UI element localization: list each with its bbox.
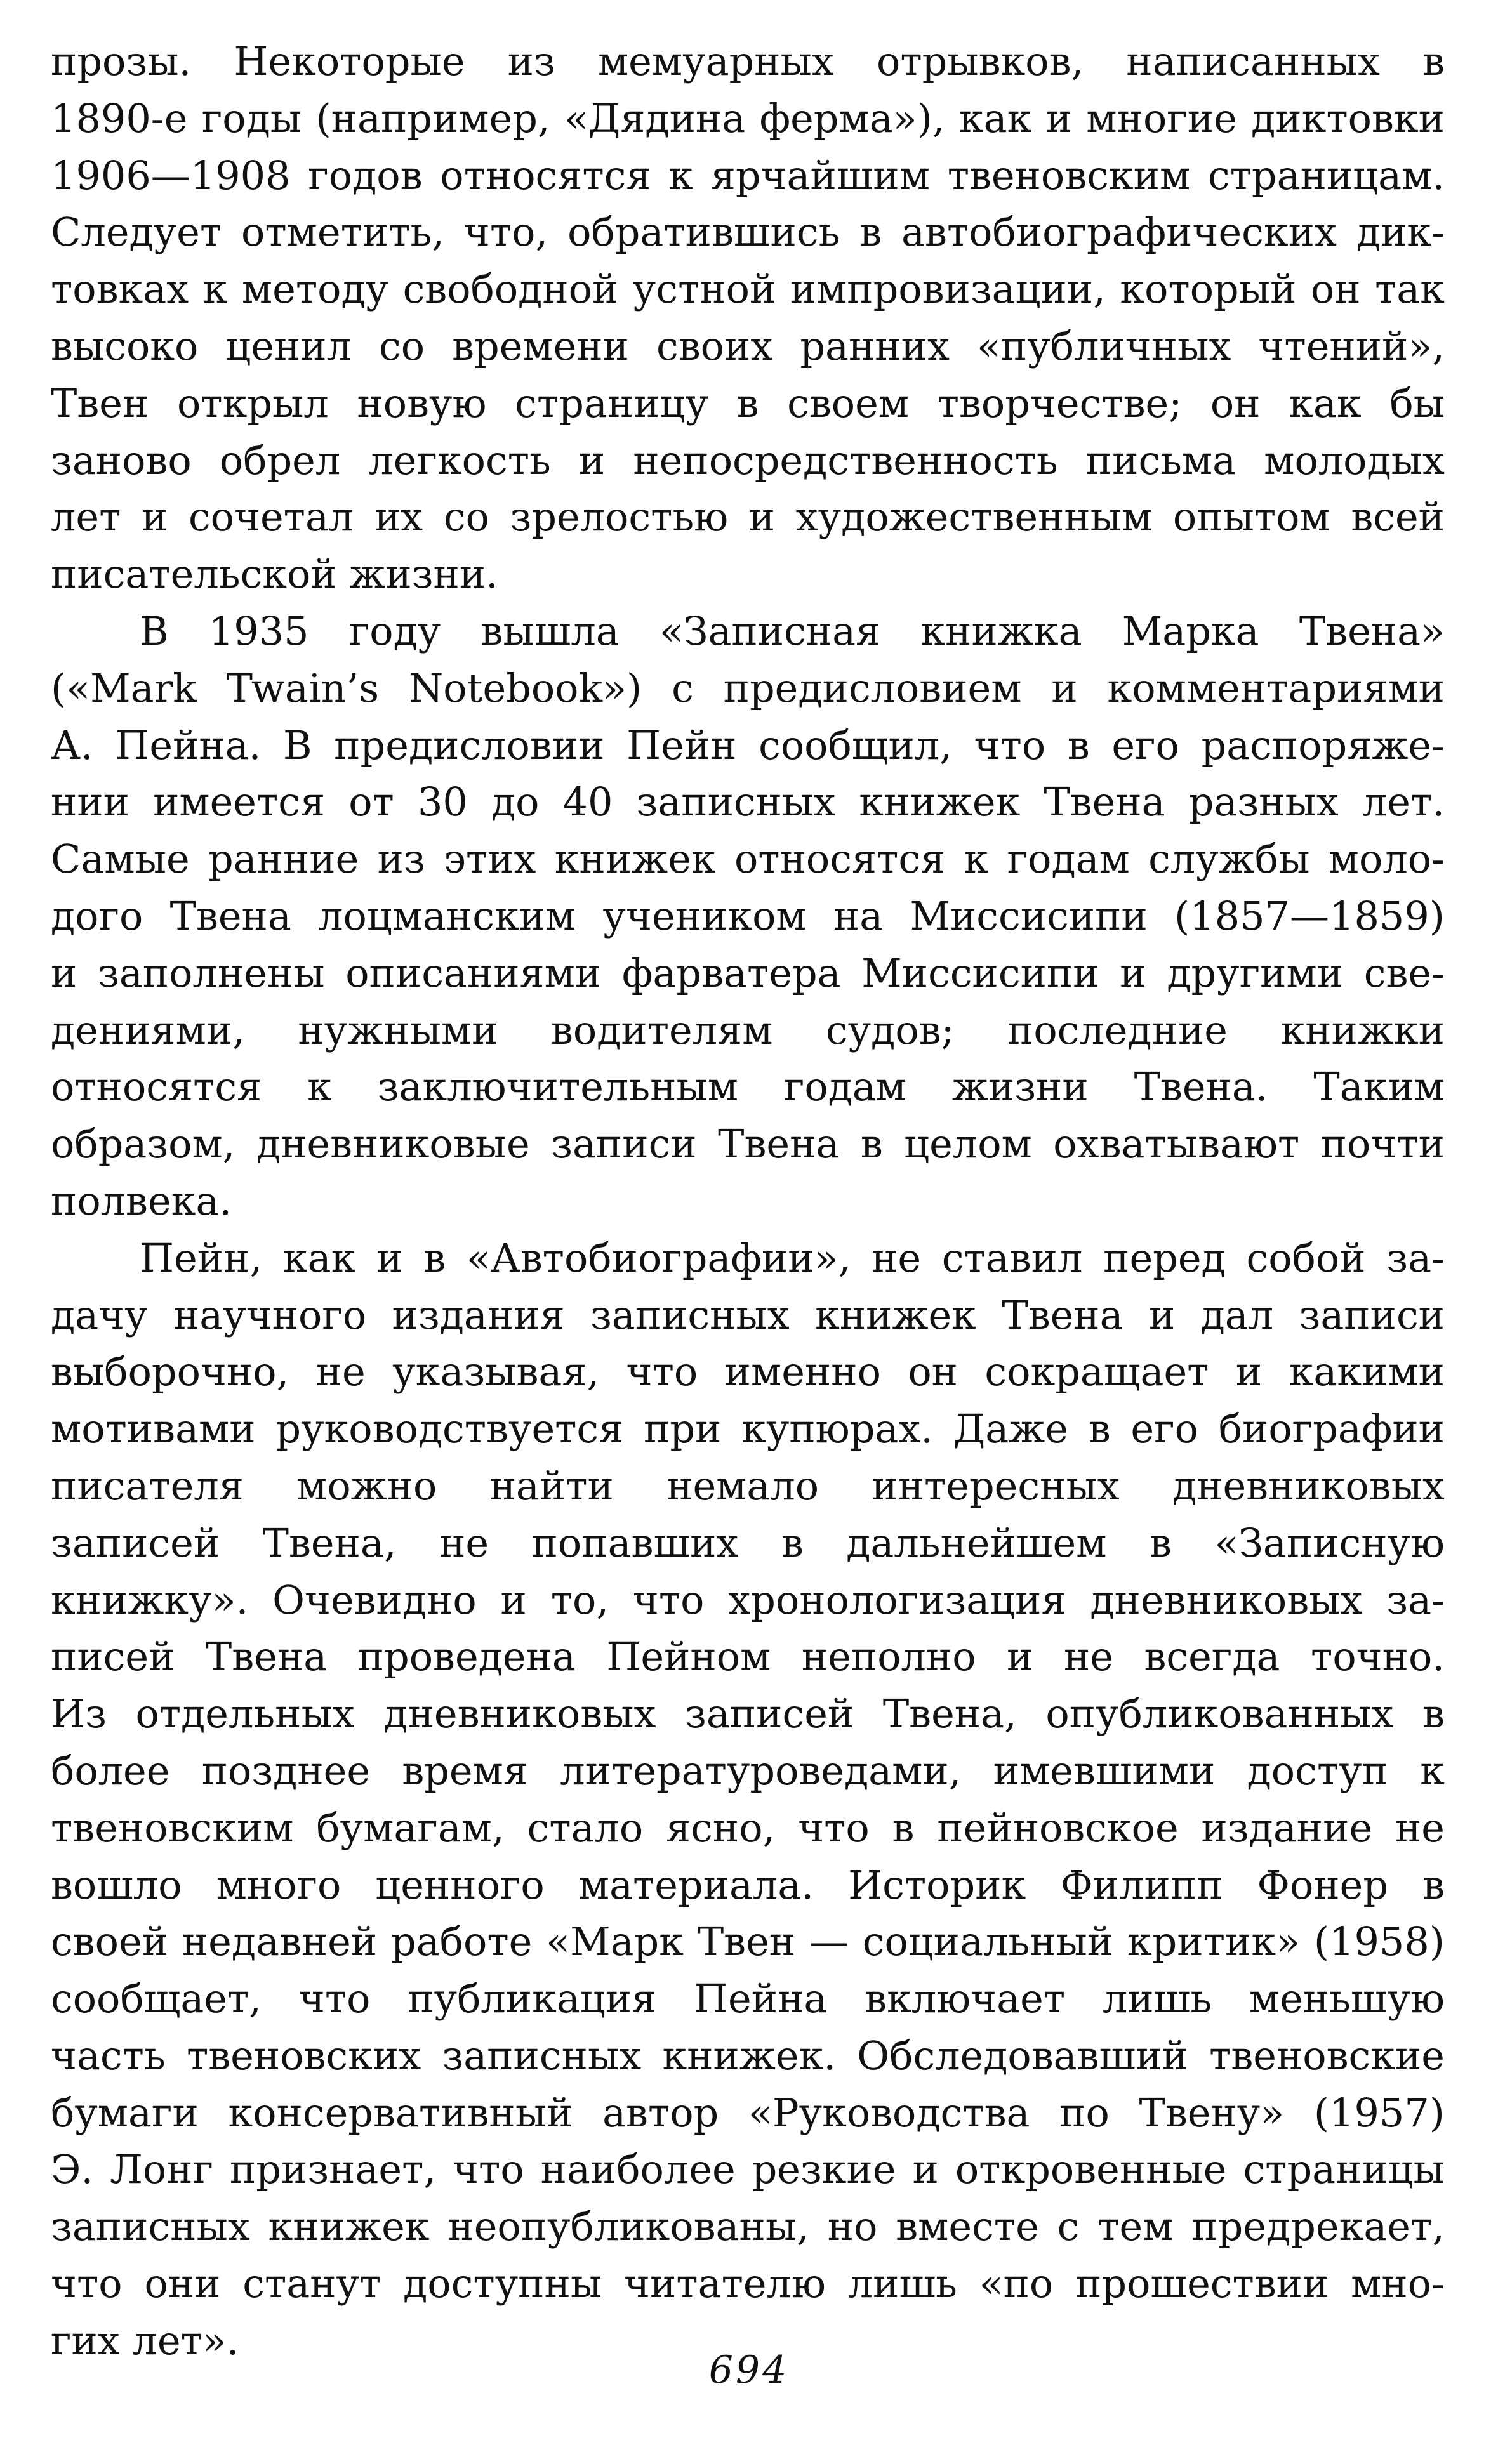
page-number: 694 (708, 2348, 790, 2392)
paragraph-3 (51, 1230, 1445, 2369)
text-line: писательской жизни. (51, 551, 498, 598)
text-line: товках к методу свободной устной импровизации, который он так (51, 266, 1445, 313)
paragraph-1 (51, 33, 1445, 603)
text-line: книжку». Очевидно и то, что хронологизация дневниковых за- (51, 1576, 1445, 1623)
text-line: Из отдельных дневниковых записей Твена, опубликованных в (51, 1690, 1445, 1737)
text-line: бумаги консервативный автор «Руководства по Твену» (1957) (51, 2089, 1445, 2136)
text-line: более позднее время литературоведами, имевшими доступ к (51, 1747, 1445, 1794)
text-line: заново обрел легкость и непосредственность письма молодых (51, 437, 1445, 484)
text-line: Следует отметить, что, обратившись в автобиографических дик- (51, 209, 1445, 256)
text-line: Э. Лонг признает, что наиболее резкие и откровенные страницы (51, 2146, 1445, 2193)
text-line: 1890-е годы (например, «Дядина ферма»), как и многие диктовки (51, 95, 1445, 142)
paragraph-2 (51, 603, 1445, 1230)
text-line: своей недавней работе «Марк Твен — социальный критик» (1958) (51, 1918, 1445, 1965)
text-line: («Mark Twain’s Notebook») с предисловием и комментариями (51, 664, 1445, 711)
text-line: высоко ценил со времени своих ранних «публичных чтений», (51, 322, 1445, 369)
text-line: относятся к заключительным годам жизни Твена. Таким (51, 1064, 1445, 1110)
text-line: писей Твена проведена Пейном неполно и не всегда точно. (51, 1633, 1445, 1680)
text-line: вошло много ценного материала. Историк Филипп Фонер в (51, 1861, 1445, 1908)
text-line: Пейн, как и в «Автобиографии», не ставил перед собой за- (140, 1234, 1445, 1281)
text-line: В 1935 году вышла «Записная книжка Марка Твена» (140, 607, 1445, 654)
text-line: 1906—1908 годов относятся к ярчайшим твеновским страницам. (51, 152, 1445, 199)
text-line: нии имеется от 30 до 40 записных книжек Твена разных лет. (51, 779, 1445, 826)
text-line: Твен открыл новую страницу в своем творчестве; он как бы (51, 379, 1445, 426)
page-body (51, 33, 1445, 2369)
text-line: Самые ранние из этих книжек относятся к годам службы моло- (51, 836, 1445, 883)
text-line: выборочно, не указывая, что именно он сокращает и какими (51, 1348, 1445, 1395)
text-line: лет и сочетал их со зрелостью и художественным опытом всей (51, 494, 1445, 541)
text-line: дачу научного издания записных книжек Твена и дал записи (51, 1291, 1445, 1338)
text-line: прозы. Некоторые из мемуарных отрывков, написанных в (51, 38, 1445, 84)
text-line: гих лет». (51, 2317, 239, 2364)
text-line: записных книжек неопубликованы, но вместе с тем предрекает, (51, 2203, 1445, 2250)
text-line: сообщает, что публикация Пейна включает лишь меньшую (51, 1975, 1445, 2022)
text-line: А. Пейна. В предисловии Пейн сообщил, что в его распоряже- (51, 721, 1445, 768)
text-line: записей Твена, не попавших в дальнейшем в «Записную (51, 1519, 1445, 1566)
text-line: и заполнены описаниями фарватера Миссисипи и другими све- (51, 949, 1445, 996)
text-line: образом, дневниковые записи Твена в целом охватывают почти (51, 1121, 1445, 1168)
text-line: что они станут доступны читателю лишь «по прошествии мно- (51, 2260, 1445, 2307)
text-line: мотивами руководствуется при купюрах. Даже в его биографии (51, 1406, 1445, 1453)
text-line: твеновским бумагам, стало ясно, что в пейновское издание не (51, 1804, 1445, 1851)
text-line: полвека. (51, 1177, 232, 1224)
text-line: дого Твена лоцманским учеником на Миссисипи (1857—1859) (51, 892, 1445, 939)
text-line: дениями, нужными водителям судов; последние книжки (51, 1006, 1445, 1053)
text-line: писателя можно найти немало интересных дневниковых (51, 1462, 1445, 1509)
text-line: часть твеновских записных книжек. Обследовавший твеновские (51, 2032, 1445, 2079)
